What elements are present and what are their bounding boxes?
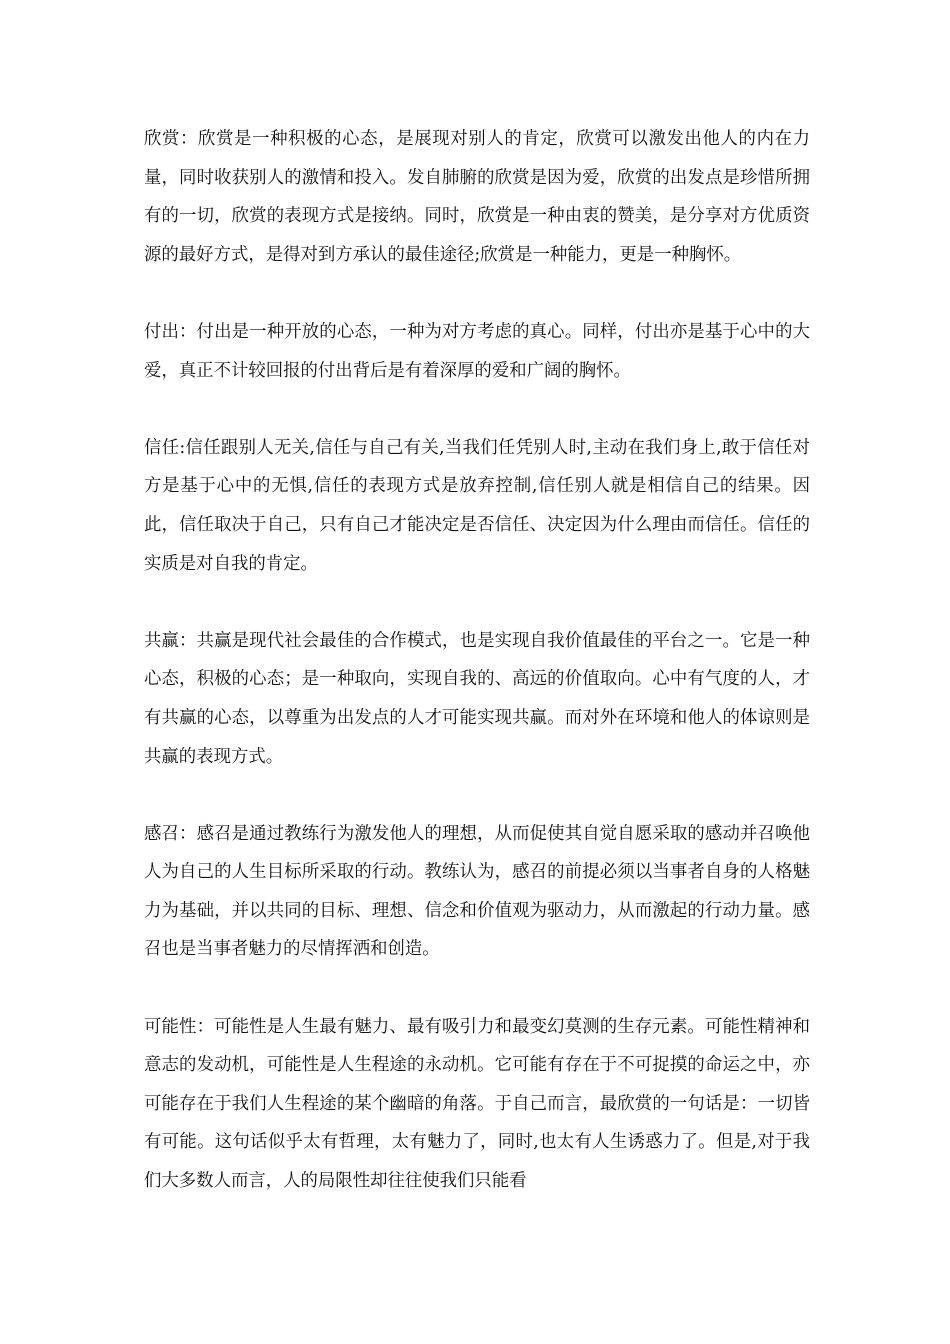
document-body bbox=[144, 120, 810, 1201]
paragraph-win-win: 共赢：共赢是现代社会最佳的合作模式，也是实现自我价值最佳的平台之一。它是一种心态，积极的心态；是一种取向，实现自我的、高远的价值取向。心中有气度的人，才有共赢的心态，以尊重为出发点的人才可能实现共赢。而对外在环境和他人的体谅则是共赢的表现方式。 bbox=[144, 630, 810, 767]
paragraph-possibility: 可能性：可能性是人生最有魅力、最有吸引力和最变幻莫测的生存元素。可能性精神和意志的发动机，可能性是人生程途的永动机。它可能有存在于不可捉摸的命运之中，亦可能存在于我们人生程途的某个幽暗的角落。于自己而言，最欣赏的一句话是：一切皆有可能。这句话似乎太有哲理，太有魅力了，同时,也太有人生诱惑力了。但是,对于我们大多数人而言，人的局限性却往往使我们只能看 bbox=[144, 1016, 810, 1192]
paragraph-appreciation: 欣赏：欣赏是一种积极的心态，是展现对别人的肯定，欣赏可以激发出他人的内在力量，同时收获别人的激情和投入。发自肺腑的欣赏是因为爱，欣赏的出发点是珍惜所拥有的一切，欣赏的表现方式是接纳。同时，欣赏是一种由衷的赞美，是分享对方优质资源的最好方式，是得对到方承认的最佳途径;欣赏是一种能力，更是一种胸怀。 bbox=[144, 129, 810, 265]
paragraph-trust: 信任:信任跟别人无关,信任与自己有关,当我们任凭别人时,主动在我们身上,敢于信任对方是基于心中的无惧,信任的表现方式是放弃控制,信任别人就是相信自己的结果。因此，信任取决于自己，只有自己才能决定是否信任、决定因为什么理由而信任。信任的实质是对自我的肯定。 bbox=[144, 437, 810, 574]
paragraph-giving: 付出：付出是一种开放的心态，一种为对方考虑的真心。同样，付出亦是基于心中的大爱，真正不计较回报的付出背后是有着深厚的爱和广阔的胸怀。 bbox=[144, 321, 810, 381]
paragraph-inspiration: 感召：感召是通过教练行为激发他人的理想，从而促使其自觉自愿采取的感动并召唤他人为自己的人生目标所采取的行动。教练认为，感召的前提必须以当事者自身的人格魅力为基础，并以共同的目标、理想、信念和价值观为驱动力，从而激起的行动力量。感召也是当事者魅力的尽情挥洒和创造。 bbox=[144, 823, 810, 960]
